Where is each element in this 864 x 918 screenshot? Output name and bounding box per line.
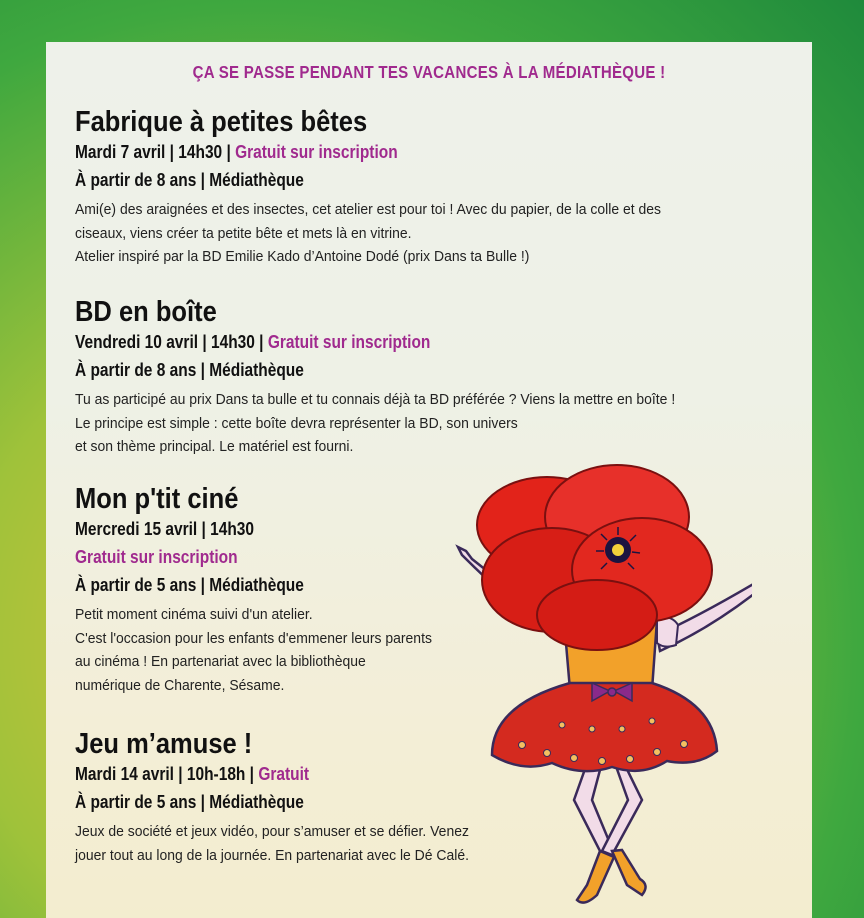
- event-description: [75, 388, 726, 459]
- event-description: [75, 198, 726, 269]
- event-age: À partir de 8 ans | Médiathèque: [75, 170, 304, 190]
- desc-line: C'est l'occasion pour les enfants d'emmener leurs parents: [75, 629, 432, 647]
- event-age: À partir de 5 ans | Médiathèque: [75, 792, 304, 812]
- event-age: À partir de 5 ans | Médiathèque: [75, 575, 304, 595]
- event-title: Fabrique à petites bêtes: [75, 106, 368, 138]
- event-date: Mardi 7 avril | 14h30 |: [75, 142, 236, 162]
- event-date-line: [75, 138, 677, 166]
- event-card: [75, 106, 775, 269]
- event-price: Gratuit: [258, 764, 310, 784]
- desc-line: Petit moment cinéma suivi d'un atelier.: [75, 606, 313, 623]
- desc-line: numérique de Charente, Sésame.: [75, 676, 285, 694]
- desc-line: et son thème principal. Le matériel est fourni.: [75, 438, 354, 455]
- event-title: BD en boîte: [75, 296, 217, 328]
- poppy-ballerina-illustration: [452, 455, 752, 915]
- event-price: Gratuit sur inscription: [75, 547, 238, 567]
- desc-line: Jeux de société et jeux vidéo, pour s’amuser et se défier. Venez: [75, 823, 469, 840]
- desc-line: au cinéma ! En partenariat avec la bibliothèque: [75, 653, 366, 670]
- event-title: Mon p'tit ciné: [75, 483, 239, 515]
- page-header: ÇA SE PASSE PENDANT TES VACANCES À LA MÉDIATHÈQUE !: [192, 62, 666, 82]
- desc-line: ciseaux, viens créer ta petite bête et mets là en vitrine.: [75, 224, 412, 242]
- event-date: Mercredi 15 avril | 14h30: [75, 519, 255, 539]
- boots: [577, 850, 646, 903]
- event-date-line: [75, 328, 677, 356]
- event-age: À partir de 8 ans | Médiathèque: [75, 360, 304, 380]
- event-date: Vendredi 10 avril | 14h30 |: [75, 332, 268, 352]
- desc-line: Le principe est simple : cette boîte devra représenter la BD, son univers: [75, 414, 518, 432]
- event-card: [75, 296, 775, 459]
- desc-line: Ami(e) des araignées et des insectes, cet atelier est pour toi ! Avec du papier, de la colle et des: [75, 201, 661, 218]
- desc-line: Atelier inspiré par la BD Emilie Kado d’Antoine Dodé (prix Dans ta Bulle !): [75, 248, 530, 265]
- event-price: Gratuit sur inscription: [267, 332, 431, 352]
- desc-line: Tu as participé au prix Dans ta bulle et tu connais déjà ta BD préférée ? Viens la mettre en boîte !: [75, 391, 676, 408]
- event-price: Gratuit sur inscription: [235, 142, 398, 162]
- event-title: Jeu m’amuse !: [75, 728, 253, 760]
- desc-line: jouer tout au long de la journée. En partenariat avec le Dé Calé.: [75, 846, 469, 864]
- event-date: Mardi 14 avril | 10h-18h |: [75, 764, 259, 784]
